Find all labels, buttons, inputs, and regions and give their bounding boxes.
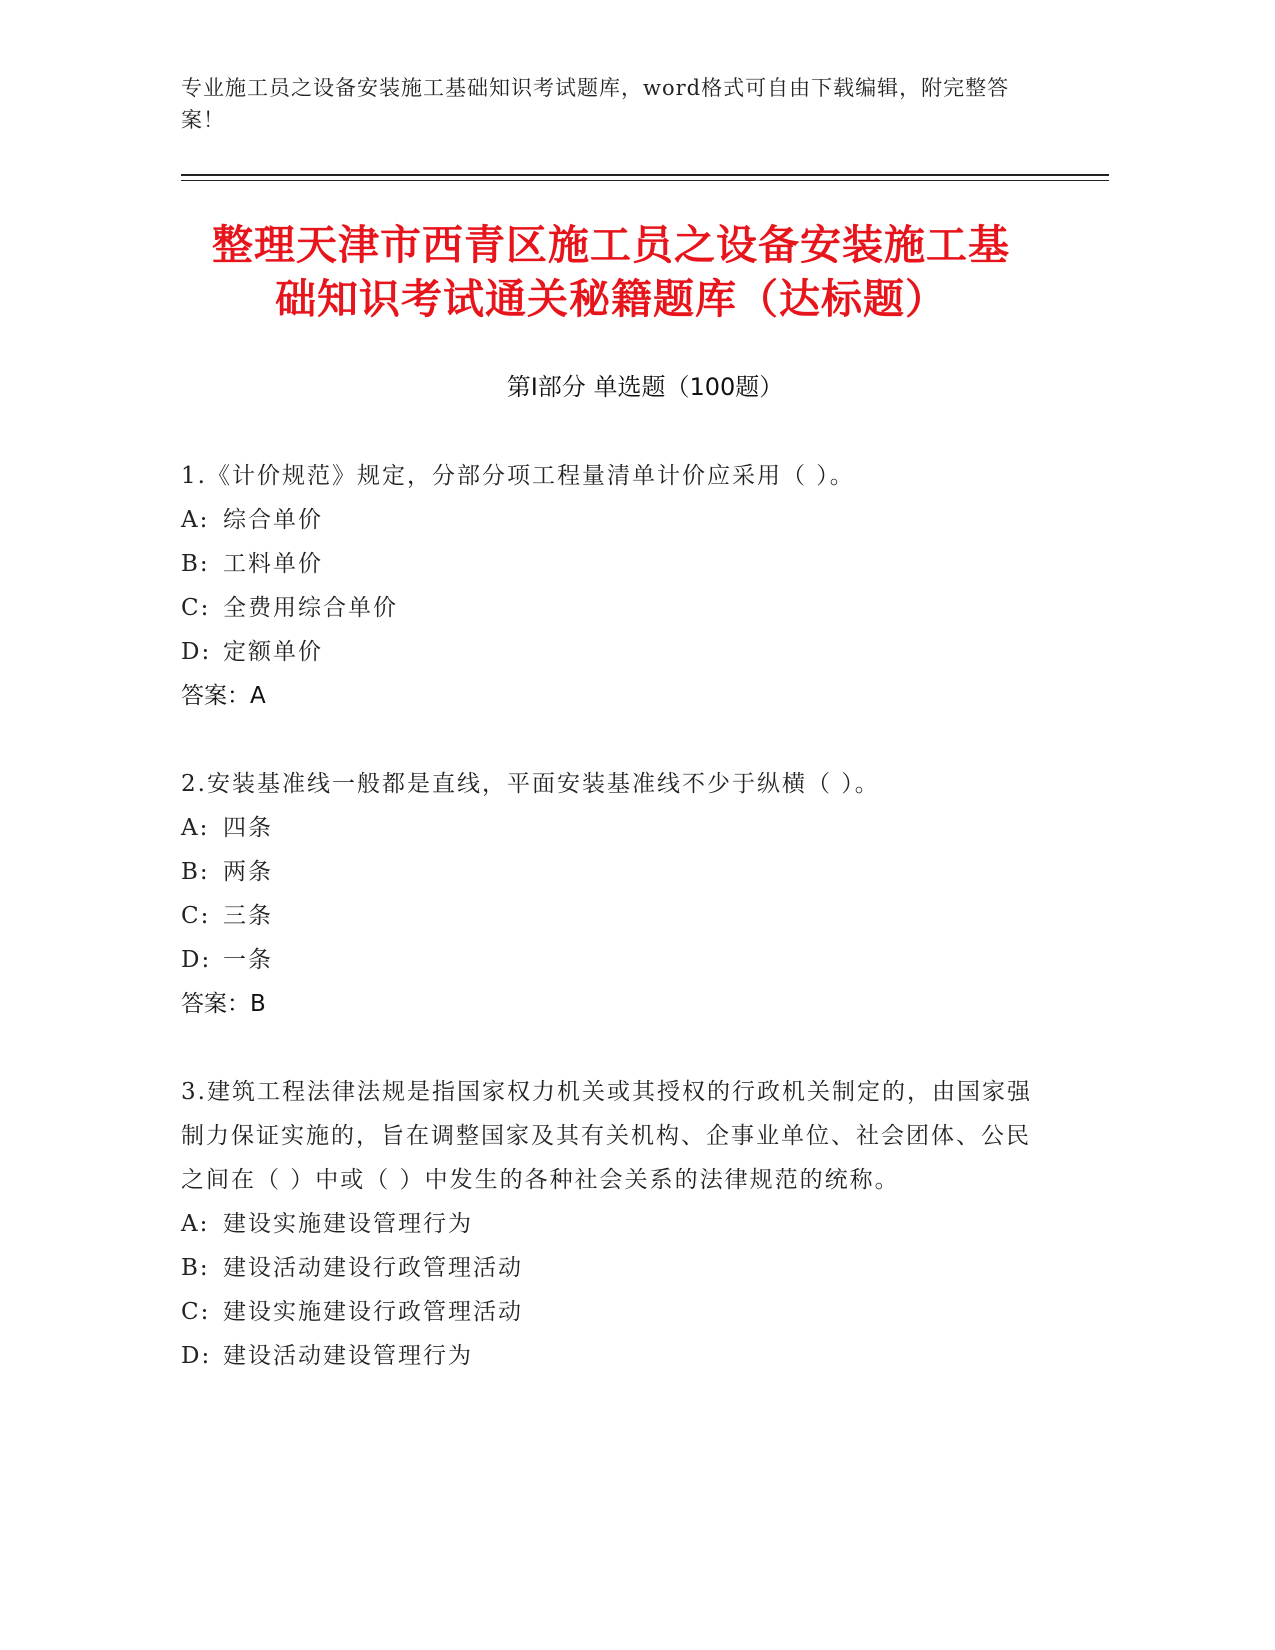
option-text: 建设活动建设行政管理活动 <box>223 1255 523 1281</box>
option-a <box>181 498 1041 542</box>
option-letter: B: <box>181 859 210 885</box>
option-text: 建设实施建设管理行为 <box>223 1211 473 1237</box>
question-list <box>181 454 1041 1422</box>
option-b <box>181 542 1041 586</box>
question-1 <box>181 454 1041 718</box>
question-stem: 3.建筑工程法律法规是指国家权力机关或其授权的行政机关制定的，由国家强制力保证实施的，旨在调整国家及其有关机构、企事业单位、社会团体、公民之间在（ ）中或（ ）中发生的各种社会关系的法律规范的统称。 <box>181 1079 1032 1193</box>
question-3 <box>181 1070 1041 1378</box>
document-title-line1: 整理天津市西青区施工员之设备安装施工基 <box>212 221 1010 269</box>
option-text: 建设活动建设管理行为 <box>223 1343 473 1369</box>
option-b <box>181 1246 1041 1290</box>
option-letter: D: <box>181 947 212 973</box>
option-d <box>181 1334 1041 1378</box>
option-letter: C: <box>181 595 211 621</box>
option-letter: A: <box>181 815 210 841</box>
option-a <box>181 1202 1041 1246</box>
option-text: 综合单价 <box>223 507 323 533</box>
header-note: 专业施工员之设备安装施工基础知识考试题库，word格式可自由下载编辑，附完整答案！ <box>181 76 1010 132</box>
option-c <box>181 586 1041 630</box>
option-text: 定额单价 <box>223 639 323 665</box>
option-text: 三条 <box>223 903 273 929</box>
question-stem: 2.安装基准线一般都是直线，平面安装基准线不少于纵横（ ）。 <box>181 771 880 797</box>
option-a <box>181 806 1041 850</box>
document-title-line2: 础知识考试通关秘籍题库（达标题） <box>275 275 947 323</box>
option-text: 建设实施建设行政管理活动 <box>223 1299 523 1325</box>
question-stem: 1.《计价规范》规定，分部分项工程量清单计价应采用（ ）。 <box>181 463 855 489</box>
option-letter: C: <box>181 903 211 929</box>
header-rule-thick <box>181 174 1109 176</box>
option-letter: A: <box>181 507 210 533</box>
option-c <box>181 1290 1041 1334</box>
option-text: 一条 <box>223 947 273 973</box>
section-title: 第Ⅰ部分 单选题（100题） <box>506 373 784 401</box>
answer-line: 答案：A <box>181 683 266 709</box>
option-letter: D: <box>181 639 212 665</box>
option-text: 工料单价 <box>223 551 323 577</box>
option-text: 两条 <box>223 859 273 885</box>
question-2 <box>181 762 1041 1026</box>
option-letter: D: <box>181 1343 212 1369</box>
option-letter: C: <box>181 1299 211 1325</box>
option-d <box>181 630 1041 674</box>
option-letter: A: <box>181 1211 210 1237</box>
option-d <box>181 938 1041 982</box>
option-b <box>181 850 1041 894</box>
document-title <box>181 218 1041 326</box>
option-letter: B: <box>181 1255 210 1281</box>
option-c <box>181 894 1041 938</box>
answer-line: 答案：B <box>181 991 266 1017</box>
option-text: 全费用综合单价 <box>223 595 398 621</box>
option-letter: B: <box>181 551 210 577</box>
option-text: 四条 <box>223 815 273 841</box>
header-rule-thin <box>181 180 1109 181</box>
